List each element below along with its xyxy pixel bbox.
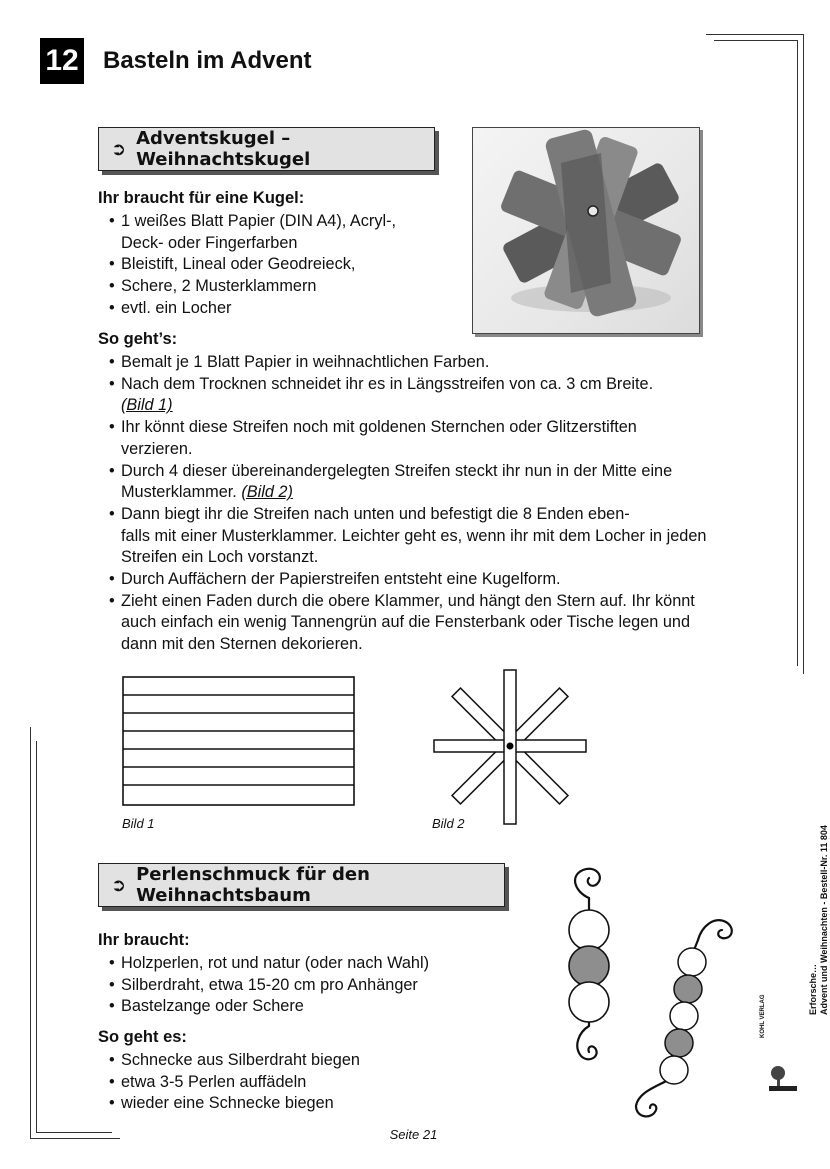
list-item: • Bleistift, Lineal oder Geodreieck, <box>107 254 457 276</box>
materials-list <box>107 211 457 320</box>
step-text: Durch Auffächern der Papierstreifen entsteht eine Kugelform. <box>121 570 561 589</box>
list-item: • Schere, 2 Musterklammern <box>107 276 457 298</box>
list-item <box>107 461 716 504</box>
section-title: Perlenschmuck für den Weihnachtsbaum <box>136 864 370 906</box>
figure-reference: (Bild 1) <box>121 396 173 415</box>
instructions-heading: So geht’s: <box>98 330 178 348</box>
page-title: Basteln im Advent <box>103 47 312 74</box>
step-text: Zieht einen Faden durch die obere Klammer, und hängt den Stern auf. Ihr könnt auch einfach ein wenig Tannengrün auf die Fensterbank oder Tische legen und dann mit den Sternen dekorieren. <box>121 591 695 654</box>
step-text: Ihr könnt diese Streifen noch mit goldenen Sternchen oder Glitzerstiften verzieren. <box>121 418 637 458</box>
list-item: • Bastelzange oder Schere <box>107 996 507 1018</box>
instructions-heading-2: So geht es: <box>98 1028 187 1046</box>
list-item <box>107 569 707 591</box>
figure-stripes <box>120 675 358 807</box>
instructions-list <box>107 352 707 656</box>
list-item: • 1 weißes Blatt Papier (DIN A4), Acryl-, Deck- oder Fingerfarben <box>107 211 457 254</box>
list-item: • wieder eine Schnecke biegen <box>107 1093 507 1115</box>
figure-caption-1: Bild 1 <box>122 816 155 831</box>
section-title-box-adventskugel <box>98 127 435 171</box>
publisher-name: KOHL VERLAG <box>760 994 766 1038</box>
frame-right-line-2 <box>797 40 798 666</box>
materials-list-2 <box>107 953 507 1018</box>
tree-logo-icon <box>769 1062 797 1092</box>
frame-top-line-1 <box>706 34 804 35</box>
frame-top-line-2 <box>714 40 798 41</box>
bead-ornament-illustration-2 <box>628 910 738 1125</box>
list-item: • Holzperlen, rot und natur (oder nach Wahl) <box>107 953 507 975</box>
frame-left-line-1 <box>30 727 31 1139</box>
bead-ornament-illustration-1 <box>555 862 625 1072</box>
step-text: Durch 4 dieser übereinandergelegten Streifen steckt ihr nun in der Mitte eine Musterklammer. <box>121 461 673 502</box>
figure-reference: (Bild 2) <box>241 483 293 502</box>
materials-heading: Ihr braucht für eine Kugel: <box>98 189 305 207</box>
list-item <box>107 417 707 460</box>
list-item <box>107 591 711 656</box>
sidebar-publication-info <box>808 825 830 1015</box>
publisher-logo <box>769 1062 797 1092</box>
list-item <box>107 504 707 569</box>
chapter-number: 12 <box>40 38 84 84</box>
section-title: Adventskugel – Weihnachtskugel <box>136 128 311 170</box>
frame-left-line-2 <box>36 741 37 1133</box>
paper-ball-illustration <box>473 128 699 333</box>
arrow-icon: ➲ <box>111 874 127 896</box>
step-text: Dann biegt ihr die Streifen nach unten und befestigt die 8 Enden eben- falls mit einer Musterklammer. Leichter geht es, wenn ihr mit dem Locher in jeden Streifen ein Loch vorstanzt. <box>121 504 707 567</box>
list-item: • etwa 3-5 Perlen auffädeln <box>107 1072 507 1094</box>
materials-heading-2: Ihr braucht: <box>98 931 190 949</box>
figure-star-strips <box>430 668 590 828</box>
instructions-list-2 <box>107 1050 507 1115</box>
list-item: • Silberdraht, etwa 15-20 cm pro Anhänger <box>107 975 507 997</box>
figure-caption-2: Bild 2 <box>432 816 465 831</box>
step-text: Nach dem Trocknen schneidet ihr es in Längsstreifen von ca. 3 cm Breite. <box>121 374 654 393</box>
section-title-box-perlenschmuck <box>98 863 505 907</box>
page-number: Seite 21 <box>389 1127 438 1142</box>
list-item: • Schnecke aus Silberdraht biegen <box>107 1050 507 1072</box>
list-item <box>107 374 681 417</box>
list-item: • evtl. ein Locher <box>107 298 457 320</box>
frame-right-line-1 <box>803 34 804 674</box>
arrow-icon: ➲ <box>111 138 127 160</box>
sidebar-title-order: Advent und Weihnachten - Bestell-Nr. 11 804 <box>819 825 829 1015</box>
step-text: Bemalt je 1 Blatt Papier in weihnachtlichen Farben. <box>121 353 490 371</box>
photo-adventskugel <box>472 127 700 334</box>
list-item <box>107 352 707 374</box>
sidebar-series: Erforsche… <box>808 963 818 1015</box>
